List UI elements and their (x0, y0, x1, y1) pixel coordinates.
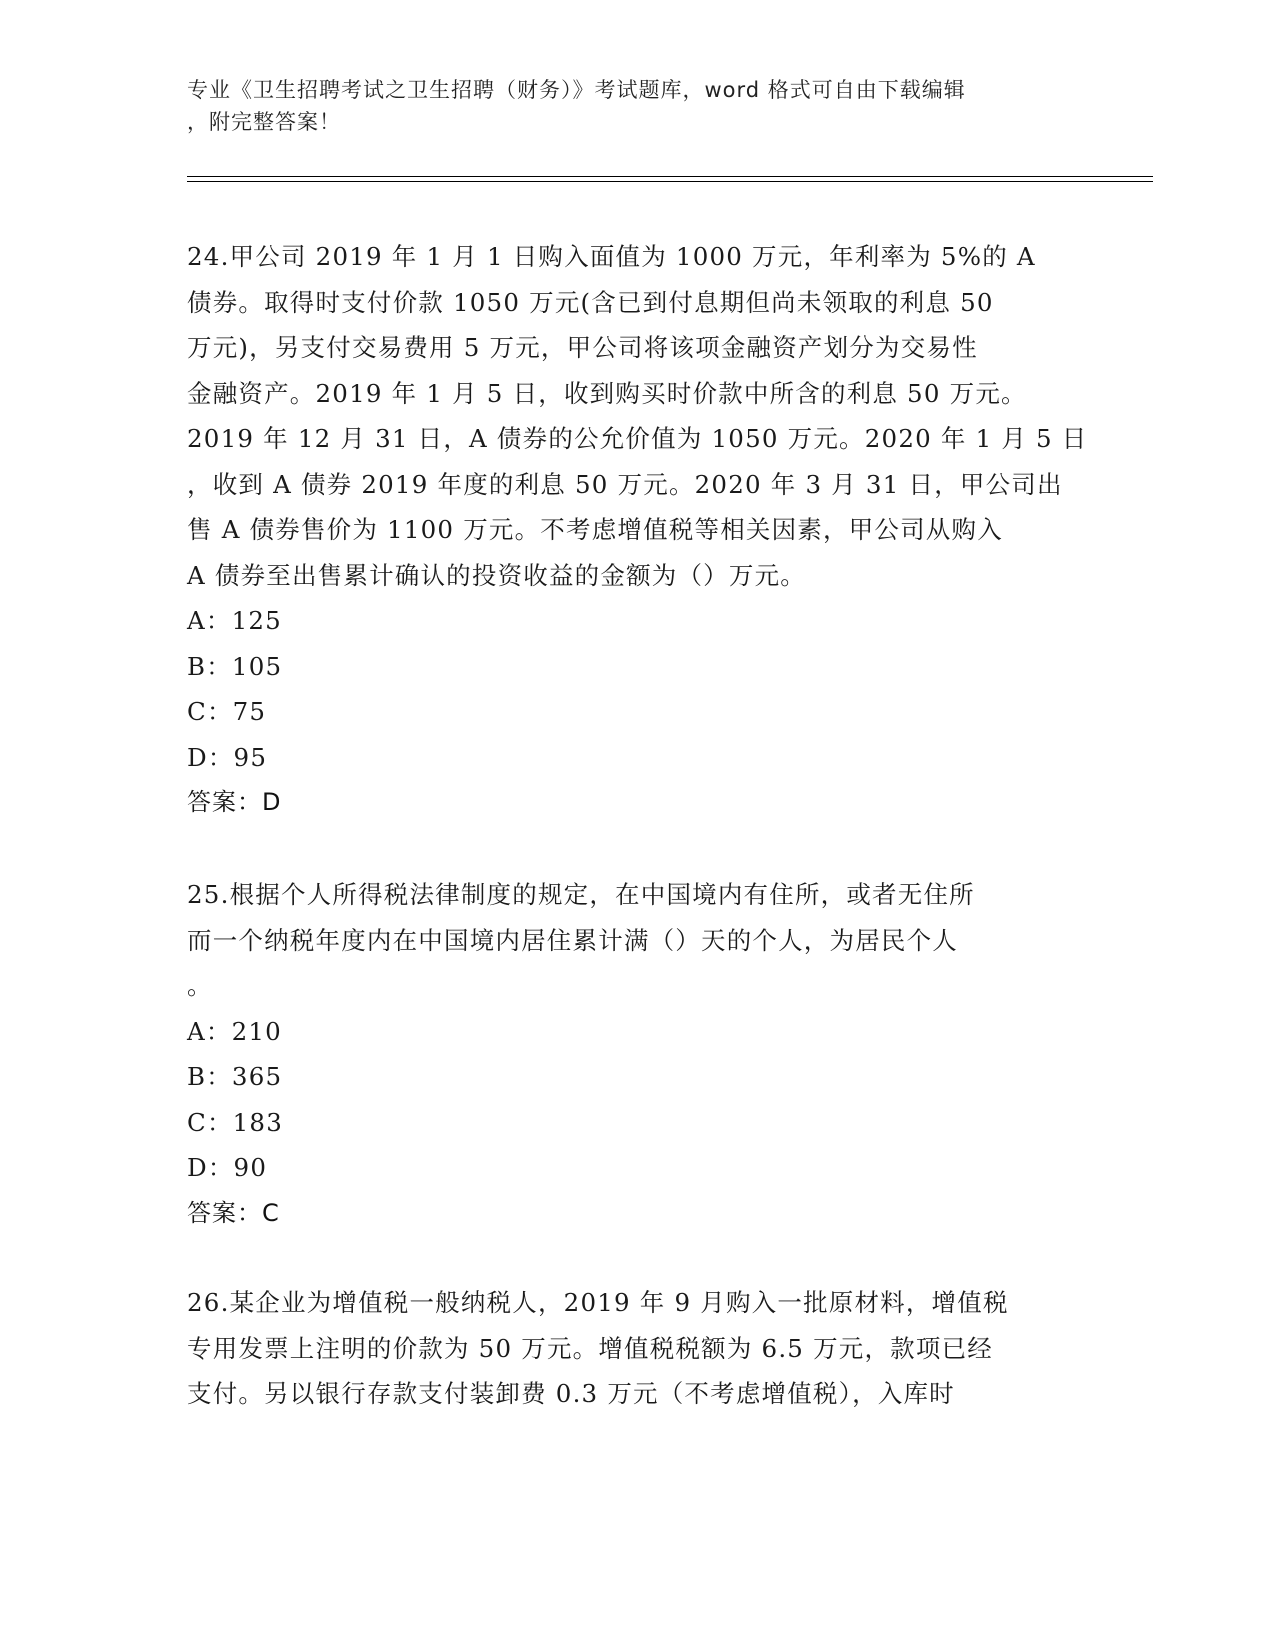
question-text-line: 2019 年 12 月 31 日，A 债券的公允价值为 1050 万元。2020 年 1 月 5 日 (187, 424, 1088, 453)
option-a: A：210 (187, 1016, 282, 1046)
answer-text: 答案：D (187, 788, 282, 816)
question-24 (187, 234, 1087, 826)
header-line: 专业《卫生招聘考试之卫生招聘（财务）》考试题库，word 格式可自由下载编辑 (187, 78, 966, 102)
option-a: A：125 (187, 606, 282, 635)
header-line: ，附完整答案！ (187, 110, 341, 134)
question-26 (187, 1280, 1087, 1417)
question-text-line: 24.甲公司 2019 年 1 月 1 日购入面值为 1000 万元，年利率为 5%的 A (187, 242, 1036, 271)
question-text-line: 万元)，另支付交易费用 5 万元，甲公司将该项金融资产划分为交易性 (187, 333, 978, 362)
question-text-line: 支付。另以银行存款支付装卸费 0.3 万元（不考虑增值税），入库时 (187, 1379, 955, 1408)
question-25 (187, 872, 1087, 1236)
document-header (187, 74, 1067, 138)
question-text-line: 专用发票上注明的价款为 50 万元。增值税税额为 6.5 万元，款项已经 (187, 1333, 993, 1363)
question-text-line: 25.根据个人所得税法律制度的规定，在中国境内有住所，或者无住所 (187, 880, 975, 909)
question-text-line: 金融资产。2019 年 1 月 5 日，收到购买时价款中所含的利息 50 万元。 (187, 378, 1027, 408)
question-text-line: 。 (187, 971, 213, 1000)
option-c: C：183 (187, 1107, 284, 1137)
option-d: D：90 (187, 1153, 268, 1182)
header-divider (187, 181, 1153, 182)
question-text-line: 26.某企业为增值税一般纳税人，2019 年 9 月购入一批原材料，增值税 (187, 1288, 1009, 1317)
option-c: C：75 (187, 697, 267, 726)
option-d: D：95 (187, 742, 268, 772)
question-text-line: 债券。取得时支付价款 1050 万元(含已到付息期但尚未领取的利息 50 (187, 287, 994, 317)
option-b: B：365 (187, 1062, 283, 1091)
header-divider (187, 176, 1153, 177)
question-text-line: ，收到 A 债券 2019 年度的利息 50 万元。2020 年 3 月 31 日，甲公司出 (187, 469, 1063, 499)
option-b: B：105 (187, 651, 283, 681)
question-text-line: 售 A 债券售价为 1100 万元。不考虑增值税等相关因素，甲公司从购入 (187, 515, 1003, 544)
answer-text: 答案：C (187, 1198, 280, 1227)
question-text-line: A 债券至出售累计确认的投资收益的金额为（）万元。 (187, 560, 806, 590)
question-text-line: 而一个纳税年度内在中国境内居住累计满（）天的个人，为居民个人 (187, 925, 958, 955)
